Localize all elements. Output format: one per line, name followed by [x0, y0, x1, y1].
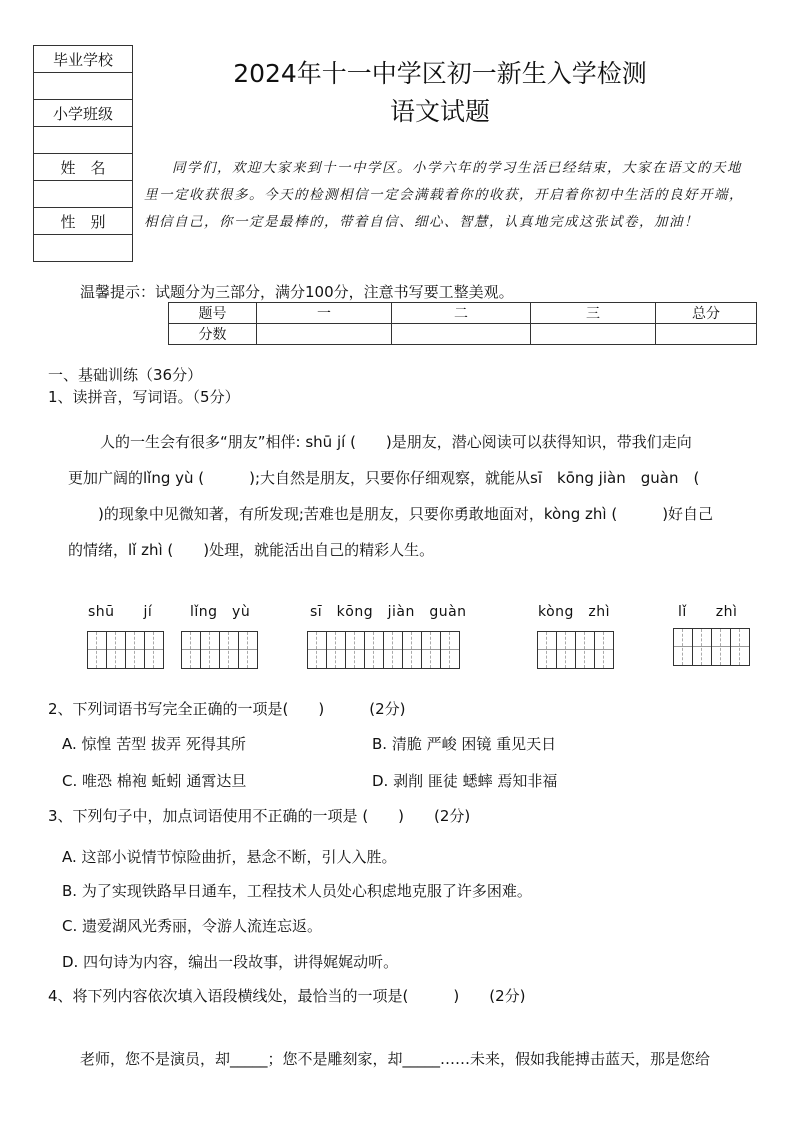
info-cell[interactable]	[34, 235, 133, 262]
q2-option-d[interactable]: D. 剥削 匪徒 蟋蟀 焉知非福	[372, 772, 558, 790]
info-cell: 性 别	[34, 208, 133, 235]
student-info-table	[33, 45, 133, 262]
writing-grid[interactable]	[308, 631, 460, 669]
writing-grid[interactable]	[538, 631, 614, 669]
score-cell[interactable]	[531, 324, 656, 345]
tip-text: 温馨提示：试题分为三部分，满分100分，注意书写要工整美观。	[80, 283, 514, 301]
score-header: 题号	[169, 303, 257, 324]
score-cell[interactable]	[392, 324, 531, 345]
q3-option-b[interactable]: B. 为了实现铁路早日通车，工程技术人员处心积虑地克服了许多困难。	[62, 882, 532, 900]
score-header: 一	[257, 303, 392, 324]
question-2-title: 2、下列词语书写完全正确的一项是( ) (2分)	[48, 700, 406, 718]
writing-grid[interactable]	[88, 631, 164, 669]
question-3-title: 3、下列句子中，加点词语使用不正确的一项是 ( ) (2分)	[48, 807, 471, 825]
pinyin-label: shū jí	[88, 604, 153, 620]
info-cell: 毕业学校	[34, 46, 133, 73]
score-table	[168, 302, 757, 345]
question-1-title: 1、读拼音，写词语。（5分）	[48, 388, 240, 406]
q4-text: 老师，您不是演员，却_____；您不是雕刻家，却_____……未来，假如我能搏击蓝天，那是您给	[80, 1050, 711, 1068]
writing-grid[interactable]	[182, 631, 258, 669]
q3-option-c[interactable]: C. 遗爱湖风光秀丽，令游人流连忘返。	[62, 917, 323, 935]
pinyin-label: lǐ zhì	[678, 604, 738, 620]
pinyin-label: lǐng yù	[190, 604, 251, 620]
score-cell[interactable]	[656, 324, 757, 345]
q1-paragraph-line: )的现象中见微知著，有所发现;苦难也是朋友，只要你勇敢地面对，kòng zhì ( )好自己	[68, 505, 714, 523]
info-cell[interactable]	[34, 127, 133, 154]
score-cell[interactable]	[257, 324, 392, 345]
info-cell: 小学班级	[34, 100, 133, 127]
info-cell[interactable]	[34, 181, 133, 208]
score-header: 总分	[656, 303, 757, 324]
writing-grid[interactable]	[674, 628, 750, 666]
exam-title: 2024年十一中学区初一新生入学检测	[233, 59, 647, 88]
score-header: 三	[531, 303, 656, 324]
q1-paragraph-line: 的情绪，lǐ zhì ( )处理，就能活出自己的精彩人生。	[68, 541, 435, 559]
exam-subtitle: 语文试题	[389, 97, 490, 126]
q1-paragraph-line: 更加广阔的lǐng yù ( );大自然是朋友，只要你仔细观察，就能从sī kōng jiàn guàn (	[68, 469, 700, 487]
q3-option-a[interactable]: A. 这部小说情节惊险曲折，悬念不断，引人入胜。	[62, 848, 397, 866]
pinyin-label: kòng zhì	[538, 604, 611, 620]
q2-option-a[interactable]: A. 惊惶 苦型 拔弄 死得其所	[62, 735, 246, 753]
q3-option-d[interactable]: D. 四句诗为内容，编出一段故事，讲得娓娓动听。	[62, 953, 399, 971]
q1-paragraph-line: 人的一生会有很多“朋友”相伴: shū jí ( )是朋友，潜心阅读可以获得知识，带我们走向	[100, 433, 692, 451]
intro-paragraph: 同学们，欢迎大家来到十一中学区。小学六年的学习生活已经结束，大家在语文的天地里一定收获很多。今天的检测相信一定会满载着你的收获，开启着你初中生活的良好开端，相信自己，你一定是最棒的，带着自信、细心、智慧，认真地完成这张试卷，加油！	[144, 160, 744, 230]
info-cell: 姓 名	[34, 154, 133, 181]
score-header: 二	[392, 303, 531, 324]
q2-option-c[interactable]: C. 唯恐 棉袍 蚯蚓 通霄达旦	[62, 772, 247, 790]
question-4-title: 4、将下列内容依次填入语段横线处，最恰当的一项是( ) (2分)	[48, 987, 526, 1005]
section-heading: 一、基础训练（36分）	[48, 366, 203, 384]
info-cell[interactable]	[34, 73, 133, 100]
q2-option-b[interactable]: B. 清脆 严峻 困镜 重见天日	[372, 735, 557, 753]
pinyin-label: sī kōng jiàn guàn	[310, 604, 467, 620]
score-row-label: 分数	[169, 324, 257, 345]
